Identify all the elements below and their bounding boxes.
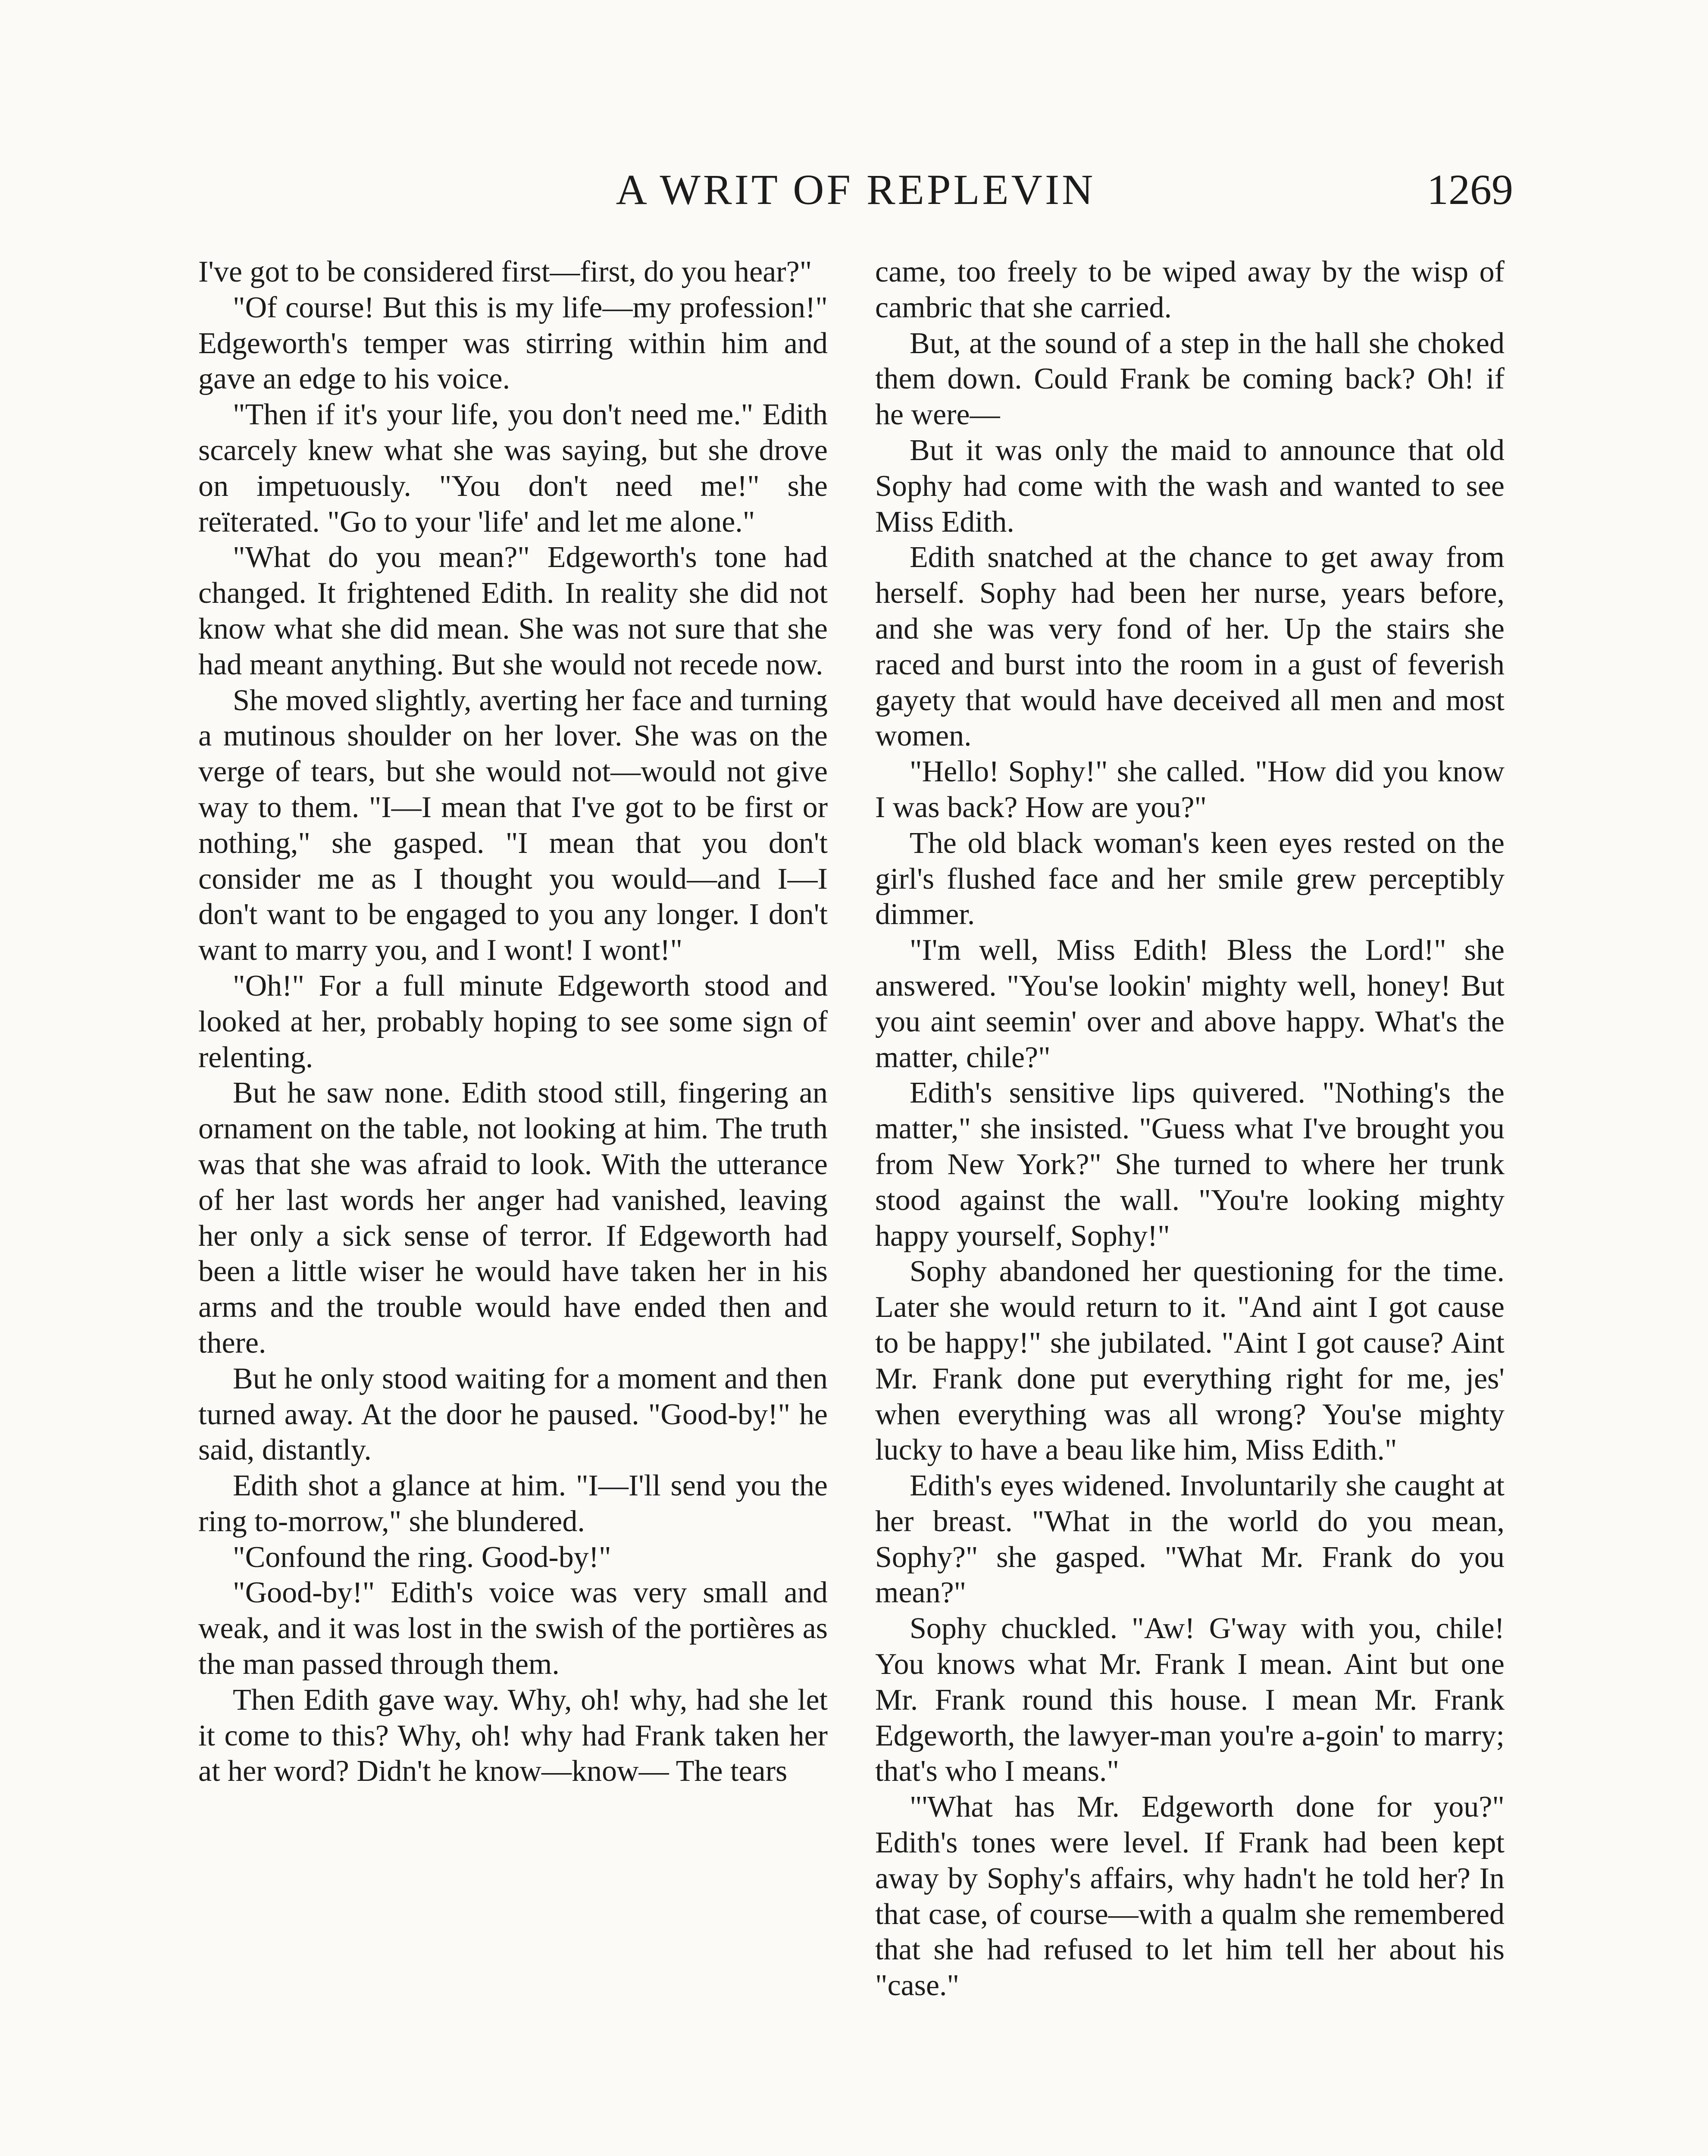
page-number: 1269 [1427, 166, 1513, 213]
paragraph: "Hello! Sophy!" she called. "How did you know I was back? How are you?" [875, 755, 1505, 824]
paragraph: "What do you mean?" Edgeworth's tone had changed. It frightened Edith. In reality she did not know what she did mean. She was not sure that she had meant anything. But she would not recede now. [198, 541, 828, 681]
paragraph: "Oh!" For a full minute Edgeworth stood and looked at her, probably hoping to see some sign of relenting. [198, 969, 828, 1074]
paragraph: But he saw none. Edith stood still, fingering an ornament on the table, not looking at him. The truth was that she was afraid to look. With the utterance of her last words her anger had vanished, leaving her only a sick sense of terror. If Edgeworth had been a little wiser he would have taken her in his arms and the trouble would have ended then and there. [198, 1076, 828, 1360]
paragraph: "I'm well, Miss Edith! Bless the Lord!" she answered. "You'se lookin' mighty well, honey! But you aint seemin' over and above happy. What's the matter, chile?" [875, 934, 1505, 1074]
right-column [875, 254, 1505, 2004]
paragraph: But it was only the maid to announce that old Sophy had come with the wash and wanted to see Miss Edith. [875, 433, 1505, 539]
paragraph: Sophy abandoned her questioning for the time. Later she would return to it. "And aint I got cause to be happy!" she jubilated. "Aint I got cause? Aint Mr. Frank done put everything right for me, jes' when everything was all wrong? You'se mighty lucky to have a beau like him, Miss Edith." [875, 1255, 1505, 1467]
running-head [198, 160, 1513, 220]
paragraph: Edith's eyes widened. Involuntarily she caught at her breast. "What in the world do you mean, Sophy?" she gasped. "What Mr. Frank do you mean?" [875, 1469, 1505, 1610]
paragraph: Edith snatched at the chance to get away from herself. Sophy had been her nurse, years before, and she was very fond of her. Up the stairs she raced and burst into the room in a gust of feverish gayety that would have deceived all men and most women. [875, 541, 1505, 753]
paragraph: "Good-by!" Edith's voice was very small and weak, and it was lost in the swish of the portières as the man passed through them. [198, 1576, 828, 1681]
left-column [198, 254, 828, 1789]
paragraph: "Of course! But this is my life—my profession!" Edgeworth's temper was stirring within him and gave an edge to his voice. [198, 291, 828, 396]
paragraph: "Confound the ring. Good-by!" [233, 1540, 611, 1574]
paragraph: She moved slightly, averting her face and turning a mutinous shoulder on her lover. She was on the verge of tears, but she would not—would not give way to them. "I—I mean that I've got to be first or nothing," she gasped. "I mean that you don't consider me as I thought you would—and I—I don't want to be engaged to you any longer. I don't want to marry you, and I wont! I wont!" [198, 683, 828, 967]
paragraph: Edith shot a glance at him. "I—I'll send you the ring to-morrow," she blundered. [198, 1469, 828, 1538]
paragraph: But, at the sound of a step in the hall she choked them down. Could Frank be coming back? Oh! if he were— [875, 326, 1505, 432]
running-title: A WRIT OF REPLEVIN [616, 166, 1096, 213]
paragraph: Then Edith gave way. Why, oh! why, had she let it come to this? Why, oh! why had Frank taken her at her word? Didn't he know—know— The tears [198, 1683, 828, 1788]
paragraph: Edith's sensitive lips quivered. "Nothing's the matter," she insisted. "Guess what I've brought you from New York?" She turned to where her trunk stood against the wall. "You're looking mighty happy yourself, Sophy!" [875, 1076, 1505, 1253]
paragraph: Sophy chuckled. "Aw! G'way with you, chile! You knows what Mr. Frank I mean. Aint but one Mr. Frank round this house. I mean Mr. Frank Edgeworth, the lawyer-man you're a-goin' to marry; that's who I means." [875, 1612, 1505, 1788]
paragraph: came, too freely to be wiped away by the wisp of cambric that she carried. [875, 255, 1505, 324]
paragraph: The old black woman's keen eyes rested on the girl's flushed face and her smile grew perceptibly dimmer. [875, 826, 1505, 931]
paragraph: "'What has Mr. Edgeworth done for you?" Edith's tones were level. If Frank had been kept away by Sophy's affairs, why hadn't he told her? In that case, of course—with a qualm she remembered that she had refused to let him tell her about his "case." [875, 1790, 1505, 2002]
paragraph: But he only stood waiting for a moment and then turned away. At the door he paused. "Good-by!" he said, distantly. [198, 1362, 828, 1467]
paragraph: I've got to be considered first—first, do you hear?" [198, 255, 812, 288]
paragraph: "Then if it's your life, you don't need me." Edith scarcely knew what she was saying, but she drove on impetuously. "You don't need me!" she reïterated. "Go to your 'life' and let me alone." [198, 398, 828, 539]
